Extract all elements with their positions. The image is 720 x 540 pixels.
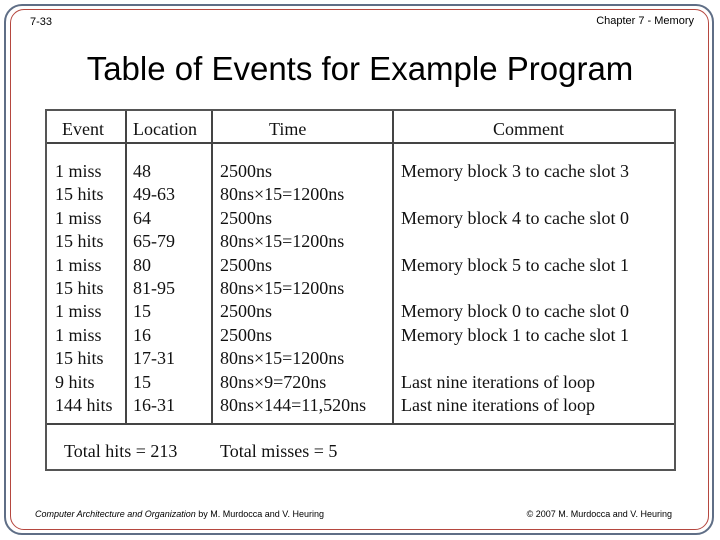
comment-cell: Last nine iterations of loop: [401, 371, 595, 392]
footer-copyright: © 2007 M. Murdocca and V. Heuring: [526, 509, 672, 519]
event-cell: 15 hits: [55, 231, 104, 252]
time-cell: 2500ns: [220, 161, 273, 181]
event-cell: 1 miss: [55, 301, 102, 322]
time-cell: 80ns×15=1200ns: [220, 277, 345, 298]
comment-cell: [401, 277, 629, 300]
time-cell: 80ns×15=1200ns: [220, 184, 345, 205]
event-cell: 1 miss: [55, 207, 102, 228]
chapter-label: Chapter 7 - Memory: [596, 15, 694, 27]
time-cell: 80ns×9=720ns: [220, 371, 327, 392]
comment-cell: Memory block 3 to cache slot 3: [401, 161, 629, 181]
header-location: Location: [133, 119, 197, 139]
column-divider-2: [211, 111, 213, 423]
event-cell: 1 miss: [55, 254, 102, 275]
comment-column: [401, 160, 629, 417]
comment-cell: Memory block 4 to cache slot 0: [401, 207, 629, 228]
comment-cell: Memory block 0 to cache slot 0: [401, 301, 629, 322]
totals-divider: [47, 423, 674, 425]
header-comment: Comment: [493, 119, 564, 139]
comment-cell: Last nine iterations of loop: [401, 394, 595, 415]
comment-cell: [401, 230, 629, 253]
header-event: Event: [62, 119, 104, 139]
location-cell: 64: [133, 207, 151, 228]
time-cell: 80ns×144=11,520ns: [220, 394, 367, 415]
total-hits: Total hits = 213: [64, 441, 178, 461]
header-time: Time: [269, 119, 307, 139]
time-cell: 2500ns: [220, 301, 273, 322]
location-column: [133, 160, 175, 417]
comment-cell: [401, 183, 629, 206]
location-cell: 16-31: [133, 394, 175, 415]
event-cell: 15 hits: [55, 348, 104, 369]
event-cell: 15 hits: [55, 277, 104, 298]
event-cell: 1 miss: [55, 324, 102, 345]
header-divider: [47, 142, 674, 144]
time-cell: 2500ns: [220, 207, 273, 228]
event-cell: 1 miss: [55, 161, 102, 181]
column-divider-1: [125, 111, 127, 423]
column-divider-3: [392, 111, 394, 423]
location-cell: 16: [133, 324, 151, 345]
comment-cell: Memory block 5 to cache slot 1: [401, 254, 629, 275]
event-cell: 144 hits: [55, 394, 113, 415]
events-table: [45, 109, 676, 471]
location-cell: 15: [133, 371, 151, 392]
time-cell: 2500ns: [220, 324, 273, 345]
event-column: [55, 160, 113, 417]
comment-cell: Memory block 1 to cache slot 1: [401, 324, 629, 345]
slide-number: 7-33: [30, 16, 53, 28]
location-cell: 48: [133, 161, 151, 181]
time-cell: 80ns×15=1200ns: [220, 231, 345, 252]
time-column: [220, 160, 366, 417]
location-cell: 81-95: [133, 277, 175, 298]
location-cell: 80: [133, 254, 151, 275]
event-cell: 9 hits: [55, 371, 95, 392]
time-cell: 2500ns: [220, 254, 273, 275]
footer-citation: [35, 509, 324, 519]
location-cell: 49-63: [133, 184, 175, 205]
location-cell: 17-31: [133, 348, 175, 369]
footer-book-title: Computer Architecture and Organization: [35, 509, 196, 519]
total-misses: Total misses = 5: [220, 441, 338, 461]
event-cell: 15 hits: [55, 184, 104, 205]
location-cell: 15: [133, 301, 151, 322]
page-title: Table of Events for Example Program: [86, 50, 634, 87]
footer-authors: by M. Murdocca and V. Heuring: [195, 509, 324, 519]
location-cell: 65-79: [133, 231, 175, 252]
time-cell: 80ns×15=1200ns: [220, 348, 345, 369]
comment-cell: [401, 347, 629, 370]
